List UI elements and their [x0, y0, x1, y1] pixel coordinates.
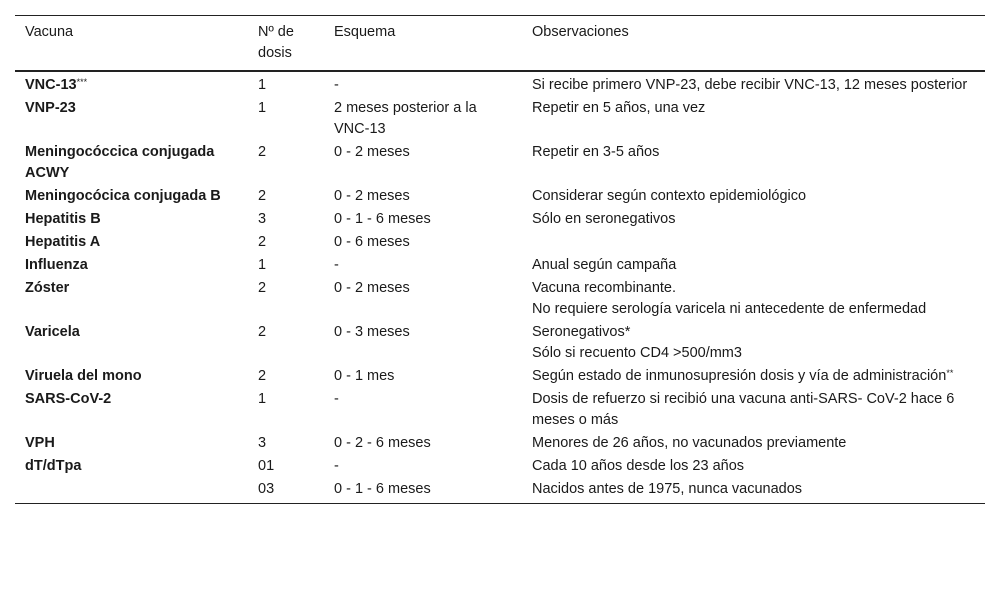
- header-dosis: [248, 16, 324, 72]
- cell-observaciones: Repetir en 3-5 años: [532, 144, 660, 160]
- table-row: [15, 141, 985, 185]
- cell-esquema: -: [334, 391, 339, 407]
- cell-vacuna: Meningocóccica conjugada ACWY: [25, 144, 215, 181]
- table-header: [15, 16, 985, 72]
- cell-esquema: -: [334, 458, 339, 474]
- observacion-text: Según estado de inmunosupresión dosis y vía de administración: [532, 368, 947, 384]
- cell-vacuna: [15, 71, 248, 97]
- cell-dosis: 1: [258, 100, 267, 116]
- header-vacuna: Vacuna: [15, 16, 248, 72]
- cell-esquema: 0 - 2 meses: [334, 280, 410, 296]
- cell-dosis: 03: [248, 478, 324, 504]
- table-row: [15, 231, 985, 254]
- cell-observaciones: Nacidos antes de 1975, nunca vacunados: [522, 478, 985, 504]
- table-body: [15, 71, 985, 504]
- cell-vacuna: Zóster: [25, 280, 70, 296]
- cell-dosis: 2: [258, 280, 267, 296]
- cell-esquema: 0 - 1 mes: [334, 368, 395, 384]
- cell-esquema: 0 - 2 meses: [334, 144, 410, 160]
- cell-vacuna: Viruela del mono: [25, 368, 142, 384]
- cell-dosis: 2: [258, 368, 267, 384]
- cell-vacuna: Meningocócica conjugada B: [25, 188, 221, 204]
- table-row: [15, 455, 985, 478]
- observacion-line: No requiere serología varicela ni antecedente de enfermedad: [532, 301, 927, 317]
- cell-dosis: 2: [258, 144, 267, 160]
- cell-dosis: 2: [258, 188, 267, 204]
- cell-vacuna: [15, 478, 248, 504]
- footnote-marker: ***: [76, 77, 88, 87]
- cell-vacuna: Varicela: [25, 324, 80, 340]
- cell-observaciones: Repetir en 5 años, una vez: [532, 100, 706, 116]
- vacuna-name: VNC-13: [25, 77, 77, 93]
- cell-dosis: 2: [258, 234, 267, 250]
- cell-observaciones: [522, 231, 985, 254]
- header-row: [15, 16, 985, 72]
- table-row: [15, 208, 985, 231]
- table-row: [15, 478, 985, 504]
- observacion-line: Sólo si recuento CD4 >500/mm3: [532, 345, 742, 361]
- table-row: [15, 432, 985, 455]
- vaccine-table: [15, 15, 985, 504]
- vaccine-table-container: [15, 15, 985, 504]
- cell-dosis: 1: [258, 391, 267, 407]
- cell-observaciones: Dosis de refuerzo si recibió una vacuna anti-SARS- CoV-2 hace 6 meses o más: [532, 391, 955, 428]
- table-row: [15, 97, 985, 141]
- table-row: [15, 185, 985, 208]
- cell-vacuna: VPH: [25, 435, 55, 451]
- cell-esquema: 2 meses posterior a la VNC-13: [334, 100, 477, 137]
- cell-observaciones: Considerar según contexto epidemiológico: [532, 188, 807, 204]
- cell-vacuna: SARS-CoV-2: [25, 391, 112, 407]
- cell-esquema: 0 - 6 meses: [334, 234, 410, 250]
- header-observaciones: Observaciones: [522, 16, 985, 72]
- table-row: [15, 277, 985, 321]
- cell-dosis: 2: [258, 324, 267, 340]
- header-dosis-line2: dosis: [258, 45, 292, 61]
- cell-dosis: 01: [258, 458, 275, 474]
- table-row: [15, 321, 985, 365]
- cell-esquema: -: [334, 77, 339, 93]
- table-row: [15, 71, 985, 97]
- table-row: [15, 365, 985, 388]
- observacion-line: Vacuna recombinante.: [532, 280, 677, 296]
- cell-esquema: 0 - 2 - 6 meses: [334, 435, 431, 451]
- cell-esquema: 0 - 1 - 6 meses: [324, 478, 522, 504]
- cell-observaciones: Cada 10 años desde los 23 años: [532, 458, 745, 474]
- cell-dosis: 3: [258, 435, 267, 451]
- cell-vacuna: Influenza: [25, 257, 88, 273]
- observacion-line: Seronegativos*: [532, 324, 631, 340]
- cell-observaciones: Menores de 26 años, no vacunados previamente: [532, 435, 847, 451]
- cell-dosis: 1: [258, 77, 267, 93]
- table-row: [15, 254, 985, 277]
- cell-vacuna: Hepatitis A: [25, 234, 101, 250]
- cell-vacuna: Hepatitis B: [25, 211, 101, 227]
- footnote-marker: **: [946, 368, 954, 378]
- header-dosis-line1: Nº de: [258, 24, 294, 40]
- cell-dosis: 3: [258, 211, 267, 227]
- cell-esquema: 0 - 1 - 6 meses: [334, 211, 431, 227]
- cell-vacuna: dT/dTpa: [25, 458, 82, 474]
- cell-vacuna: VNP-23: [25, 100, 76, 116]
- cell-esquema: -: [334, 257, 339, 273]
- cell-observaciones: [522, 321, 985, 365]
- header-esquema: Esquema: [324, 16, 522, 72]
- cell-observaciones: Anual según campaña: [532, 257, 677, 273]
- cell-observaciones: [522, 365, 985, 388]
- cell-observaciones: Si recibe primero VNP-23, debe recibir VNC-13, 12 meses posterior: [532, 77, 968, 93]
- cell-observaciones: Sólo en seronegativos: [532, 211, 676, 227]
- cell-dosis: 1: [258, 257, 267, 273]
- cell-observaciones: [522, 277, 985, 321]
- cell-esquema: 0 - 3 meses: [334, 324, 410, 340]
- table-row: [15, 388, 985, 432]
- cell-esquema: 0 - 2 meses: [334, 188, 410, 204]
